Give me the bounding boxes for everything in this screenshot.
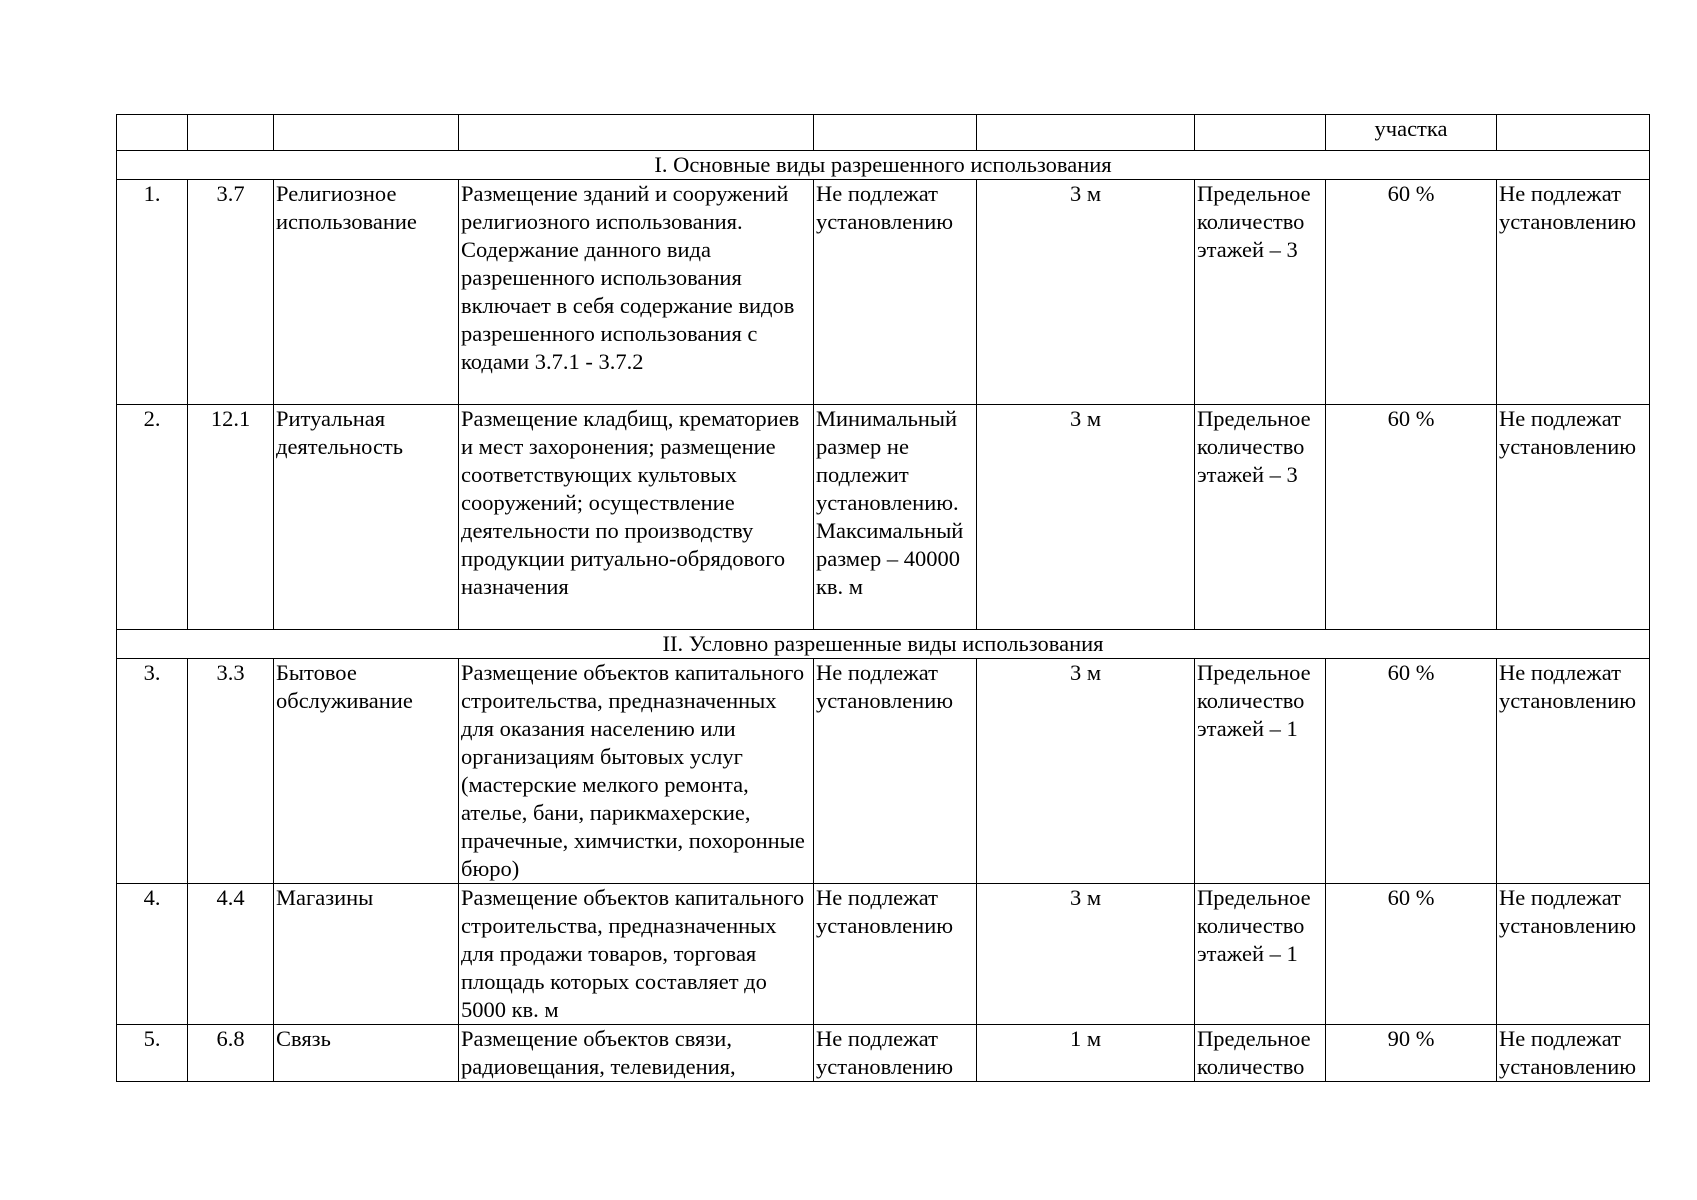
header-cell xyxy=(1497,115,1650,151)
row-description: Размещение объектов капитального строительства, предназначенных для оказания населению или организациям бытовых услуг (мастерские мелкого ремонта, ателье, бани, парикмахерские, прачечные, химчистки, похоронные бюро) xyxy=(459,659,814,884)
row-other: Не подлежат установлению xyxy=(1497,884,1650,1025)
section-title: II. Условно разрешенные виды использования xyxy=(117,630,1650,659)
row-coverage: 60 % xyxy=(1326,659,1497,884)
table-row xyxy=(117,659,1650,884)
section-row-conditional xyxy=(117,630,1650,659)
row-coverage: 60 % xyxy=(1326,180,1497,405)
row-number: 4. xyxy=(117,884,188,1025)
row-other: Не подлежат установлению xyxy=(1497,405,1650,630)
header-cell xyxy=(1195,115,1326,151)
row-floors: Предельное количество этажей – 3 xyxy=(1195,180,1326,405)
row-plot-size: Не подлежат установлению xyxy=(814,180,977,405)
header-cell xyxy=(814,115,977,151)
row-description: Размещение объектов связи, радиовещания, телевидения, xyxy=(459,1025,814,1082)
row-description: Размещение кладбищ, крематориев и мест захоронения; размещение соответствующих культовых сооружений; осуществление деятельности по производству продукции ритуально-обрядового назначения xyxy=(459,405,814,630)
row-plot-size: Не подлежат установлению xyxy=(814,1025,977,1082)
row-name: Религиозное использование xyxy=(274,180,459,405)
row-name: Магазины xyxy=(274,884,459,1025)
row-number: 5. xyxy=(117,1025,188,1082)
row-code: 6.8 xyxy=(188,1025,274,1082)
row-other: Не подлежат установлению xyxy=(1497,1025,1650,1082)
row-indent: 3 м xyxy=(977,884,1195,1025)
row-plot-size: Минимальный размер не подлежит установлению. Максимальный размер – 40000 кв. м xyxy=(814,405,977,630)
row-description: Размещение объектов капитального строительства, предназначенных для продажи товаров, торговая площадь которых составляет до 5000 кв. м xyxy=(459,884,814,1025)
row-other: Не подлежат установлению xyxy=(1497,180,1650,405)
row-code: 12.1 xyxy=(188,405,274,630)
row-name: Связь xyxy=(274,1025,459,1082)
row-indent: 3 м xyxy=(977,659,1195,884)
section-title: I. Основные виды разрешенного использования xyxy=(117,151,1650,180)
row-number: 3. xyxy=(117,659,188,884)
header-cell xyxy=(977,115,1195,151)
row-plot-size: Не подлежат установлению xyxy=(814,884,977,1025)
row-indent: 3 м xyxy=(977,405,1195,630)
header-cell xyxy=(459,115,814,151)
row-coverage: 90 % xyxy=(1326,1025,1497,1082)
row-plot-size: Не подлежат установлению xyxy=(814,659,977,884)
table-header-row xyxy=(117,115,1650,151)
zoning-table xyxy=(116,114,1650,1082)
row-code: 3.3 xyxy=(188,659,274,884)
table-row xyxy=(117,405,1650,630)
table-row xyxy=(117,1025,1650,1082)
row-floors: Предельное количество xyxy=(1195,1025,1326,1082)
row-name: Бытовое обслуживание xyxy=(274,659,459,884)
row-floors: Предельное количество этажей – 1 xyxy=(1195,659,1326,884)
row-coverage: 60 % xyxy=(1326,405,1497,630)
row-other: Не подлежат установлению xyxy=(1497,659,1650,884)
table-row xyxy=(117,884,1650,1025)
row-indent: 1 м xyxy=(977,1025,1195,1082)
row-floors: Предельное количество этажей – 3 xyxy=(1195,405,1326,630)
row-number: 2. xyxy=(117,405,188,630)
header-cell xyxy=(117,115,188,151)
row-coverage: 60 % xyxy=(1326,884,1497,1025)
row-code: 4.4 xyxy=(188,884,274,1025)
row-description: Размещение зданий и сооружений религиозного использования. Содержание данного вида разрешенного использования включает в себя содержание видов разрешенного использования с кодами 3.7.1 - 3.7.2 xyxy=(459,180,814,405)
section-row-main xyxy=(117,151,1650,180)
row-floors: Предельное количество этажей – 1 xyxy=(1195,884,1326,1025)
row-name: Ритуальная деятельность xyxy=(274,405,459,630)
row-number: 1. xyxy=(117,180,188,405)
row-code: 3.7 xyxy=(188,180,274,405)
row-indent: 3 м xyxy=(977,180,1195,405)
header-cell-coverage: участка xyxy=(1326,115,1497,151)
table-row xyxy=(117,180,1650,405)
header-cell xyxy=(188,115,274,151)
header-cell xyxy=(274,115,459,151)
